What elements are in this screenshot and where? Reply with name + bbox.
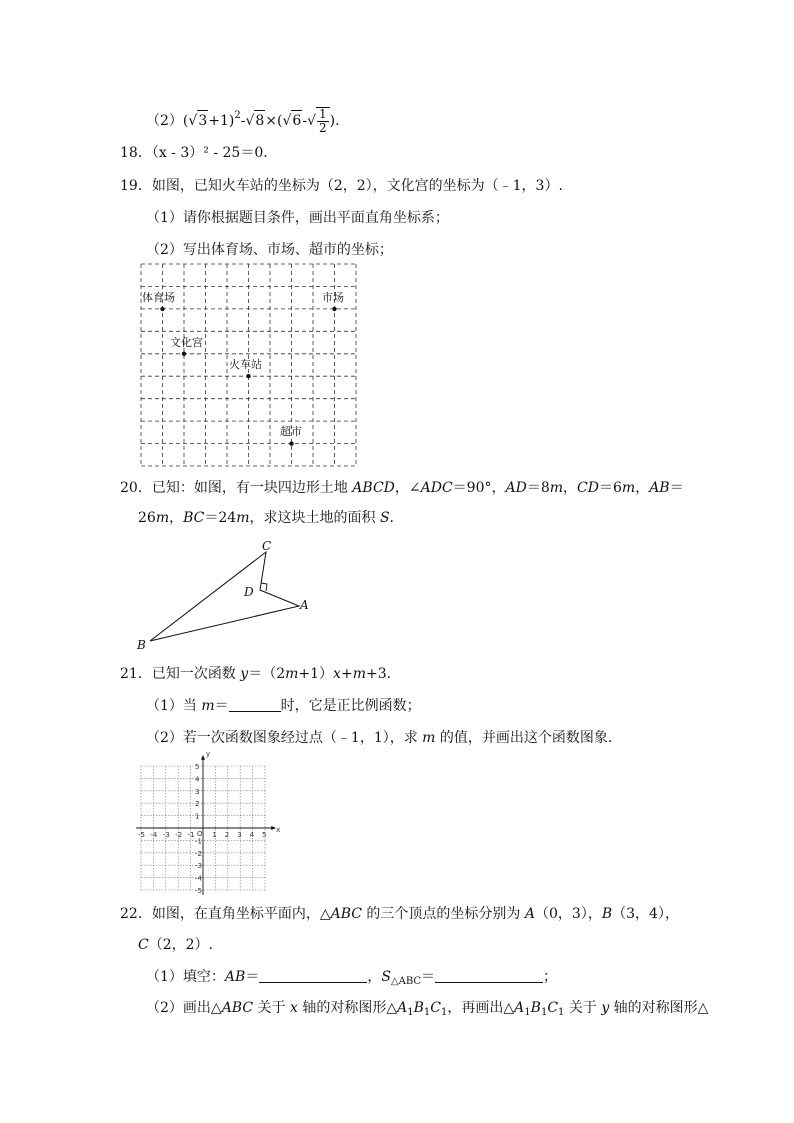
q17-part2: $(2)(√3+1)^2-√8\times(√6-√$ $\frac{1}{2}$ ). xyxy=(146,107,340,135)
market-point xyxy=(332,307,336,311)
supermarket-label: 超市 xyxy=(280,425,302,438)
vertex-b-label: B xyxy=(137,638,146,652)
x-tick-label: -4 xyxy=(150,831,158,839)
y-tick-label: 2 xyxy=(195,800,200,809)
y-tick-label: 1 xyxy=(195,812,200,821)
gym-point xyxy=(160,307,164,311)
y-tick-label: -4 xyxy=(195,874,202,883)
q19-part2: （2）写出体育场、市场、超市的坐标； xyxy=(146,242,393,258)
market-label: 市场 xyxy=(322,291,344,304)
vertex-c-label: C xyxy=(262,539,272,553)
quadrilateral-abcd xyxy=(150,552,299,641)
q20-stem-line2: 26m，BC＝24m，求这块土地的面积 S. xyxy=(138,510,394,526)
origin-label: O xyxy=(197,830,203,838)
q22-part1: （1）填空：AB＝ ，$S_{\triangle ABC}=$ ； xyxy=(146,969,558,987)
q22-stem-line1: 22．如图，在直角坐标平面内，△ABC 的三个顶点的坐标分别为 A（0，3），B（3，4）， xyxy=(120,906,679,922)
x-tick-label: 4 xyxy=(249,831,255,839)
q21-stem: 21．已知一次函数 y＝（2m+1）x+m+3. xyxy=(120,666,392,682)
x-tick-label: -2 xyxy=(175,831,183,839)
y-axis-label: y xyxy=(206,750,211,759)
x-tick-label: 2 xyxy=(224,831,230,839)
q20-stem-line1: 20．已知：如图，有一块四边形土地 ABCD，∠ADC＝90°，AD＝8m，CD＝6m，AB＝ xyxy=(120,480,684,496)
q19-part1: （1）请你根据题目条件，画出平面直角坐标系； xyxy=(146,210,449,226)
y-tick-label: 3 xyxy=(195,787,200,796)
supermarket-point xyxy=(289,441,293,445)
x-tick-label: 3 xyxy=(237,831,242,839)
q19-stem: 19．如图，已知火车站的坐标为（2，2），文化宫的坐标为（﹣1，3）. xyxy=(120,178,563,194)
q21-coordinate-grid xyxy=(138,750,281,895)
vertex-a-label: A xyxy=(300,598,309,612)
x-tick-label: 5 xyxy=(262,831,267,839)
q21-part1: （1）当 m＝ 时，它是正比例函数； xyxy=(146,698,421,714)
gym-label: 体育场 xyxy=(142,291,175,304)
x-axis-label: x xyxy=(276,826,281,834)
answer-blank-m[interactable] xyxy=(229,697,281,712)
culture-point xyxy=(182,352,186,356)
q21-part2: （2）若一次函数图象经过点（﹣1，1），求 m 的值，并画出这个函数图象. xyxy=(146,730,613,746)
y-tick-label: -1 xyxy=(195,837,202,846)
answer-blank-area[interactable] xyxy=(435,968,543,983)
y-tick-label: -3 xyxy=(195,862,202,871)
x-tick-label: -5 xyxy=(138,831,145,839)
q22-part2: （2）画出△ABC 关于 x 轴的对称图形$\triangle A_1B_1C_1$，再画出$\triangle A_1B_1C_1$ 关于 y 轴的对称图形△ xyxy=(146,1000,709,1018)
x-tick-label: 1 xyxy=(212,831,217,839)
station-point xyxy=(246,374,250,378)
x-tick-label: -1 xyxy=(187,831,195,839)
station-label: 火车站 xyxy=(229,358,262,371)
fraction-one-half: $\frac{1}{2}$ xyxy=(316,107,330,135)
x-tick-label: -3 xyxy=(162,831,170,839)
right-angle-mark xyxy=(261,583,267,591)
y-tick-label: 4 xyxy=(195,775,200,784)
y-tick-label: -5 xyxy=(195,887,202,895)
q18: 18．（x - 3）² - 25＝0. xyxy=(120,145,268,161)
y-tick-label: -2 xyxy=(195,849,202,858)
q22-stem-line2: C（2，2）. xyxy=(138,937,213,953)
vertex-d-label: D xyxy=(244,585,254,599)
answer-blank-ab[interactable] xyxy=(259,968,367,983)
q19-map-grid xyxy=(141,264,357,467)
y-tick-label: 5 xyxy=(195,763,200,771)
culture-label: 文化宫 xyxy=(170,336,203,349)
y-axis-arrow xyxy=(201,755,205,760)
q20-quadrilateral-figure xyxy=(130,536,330,656)
